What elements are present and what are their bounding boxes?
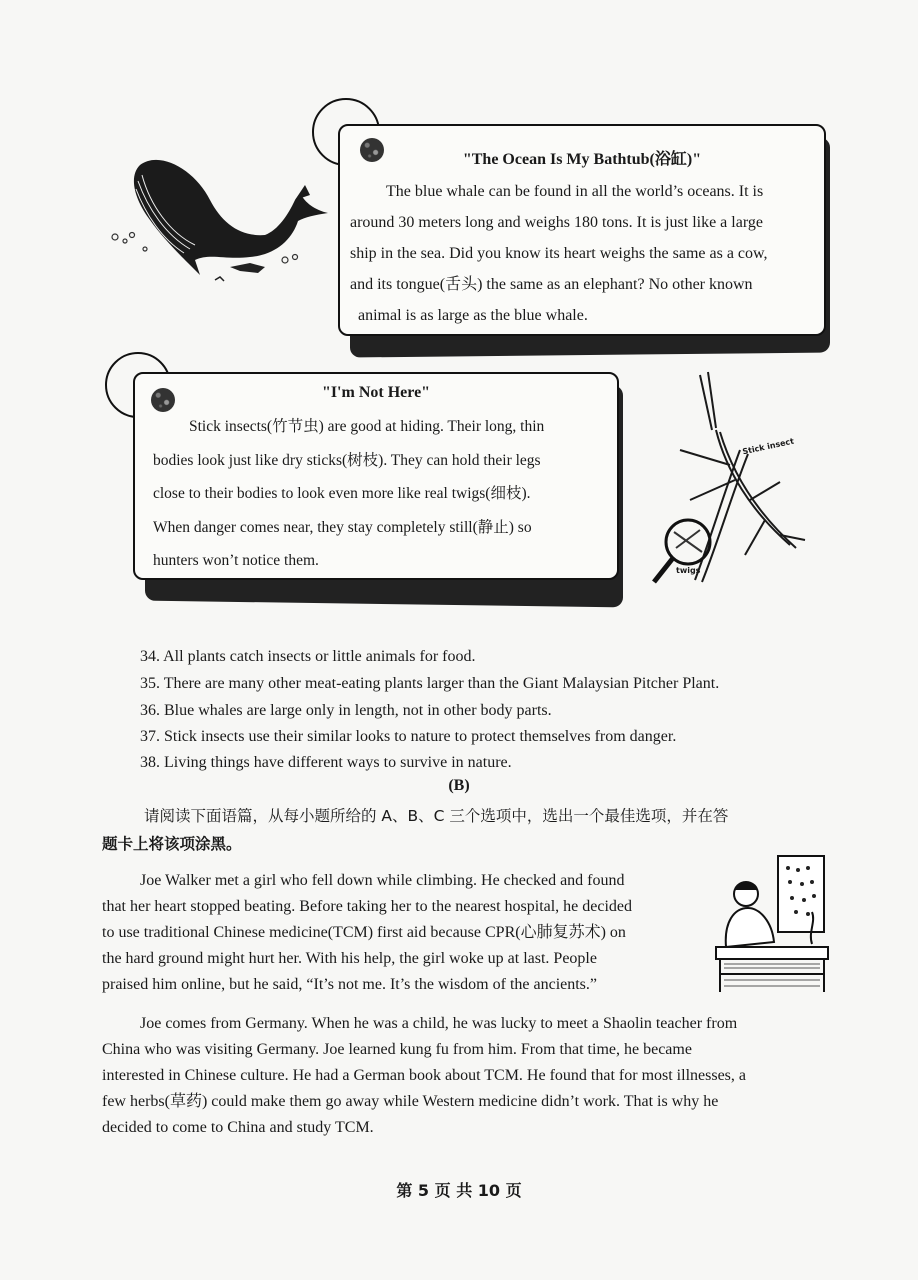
- paragraph-line: decided to come to China and study TCM.: [102, 1119, 374, 1136]
- card2-body: [153, 410, 544, 578]
- passage-paragraph-1: [102, 868, 632, 998]
- paragraph-line: to use traditional Chinese medicine(TCM) first aid because CPR(心肺复苏术) on: [102, 924, 626, 941]
- paragraph-line: that her heart stopped beating. Before taking her to the nearest hospital, he decided: [102, 898, 633, 915]
- card1-line: animal is as large as the blue whale.: [358, 307, 588, 324]
- paragraph-line: Joe Walker met a girl who fell down while climbing. He checked and found: [140, 872, 625, 889]
- card1-blue-whale: [338, 124, 826, 336]
- paragraph-line: few herbs(草药) could make them go away while Western medicine didn’t work. That is why he: [102, 1093, 719, 1110]
- paragraph-line: interested in Chinese culture. He had a German book about TCM. He found that for most illnesses, a: [102, 1067, 746, 1084]
- section-b-instructions: [102, 802, 842, 858]
- card2-line: close to their bodies to look even more like real twigs(细枝).: [153, 485, 531, 502]
- card1-line: around 30 meters long and weighs 180 tons. It is just like a large: [350, 214, 763, 231]
- stick-insect-label: Stick insect: [741, 436, 795, 457]
- card2-title: "I'm Not Here": [321, 384, 431, 401]
- card1-line: and its tongue(舌头) the same as an elephant? No other known: [350, 276, 753, 293]
- card2-stick-insects: [133, 372, 619, 580]
- card2-line: When danger comes near, they stay completely still(静止) so: [153, 518, 532, 536]
- instructions-line: 请阅读下面语篇，从每小题所给的 A、B、C 三个选项中，选出一个最佳选项，并在答: [144, 807, 729, 825]
- card2-line: Stick insects(竹节虫) are good at hiding. Their long, thin: [189, 418, 545, 435]
- question-35: 35. There are many other meat-eating plants larger than the Giant Malaysian Pitcher Plant.: [140, 675, 720, 692]
- paragraph-line: praised him online, but he said, “It’s not me. It’s the wisdom of the ancients.”: [102, 976, 598, 993]
- card1-line: The blue whale can be found in all the world’s oceans. It is: [386, 183, 764, 200]
- passage-paragraph-2: [102, 1011, 746, 1141]
- page-number-footer: 第 5 页 共 10 页: [396, 1181, 522, 1200]
- card1-line: ship in the sea. Did you know its heart weighs the same as a cow,: [350, 245, 768, 262]
- stick-insect-illustration: [640, 370, 810, 595]
- card1-body: [350, 176, 768, 331]
- whale-illustration: [100, 145, 335, 290]
- scholar-at-desk-illustration: [712, 852, 832, 997]
- card1-title: "The Ocean Is My Bathtub(浴缸)": [462, 151, 702, 168]
- question-38: 38. Living things have different ways to survive in nature.: [140, 754, 512, 771]
- instructions-line: 题卡上将该项涂黑。: [102, 835, 242, 853]
- twigs-label: twigs: [676, 566, 701, 575]
- paragraph-line: Joe comes from Germany. When he was a child, he was lucky to meet a Shaolin teacher from: [140, 1015, 738, 1032]
- section-b-heading: (B): [448, 777, 470, 794]
- card2-line: bodies look just like dry sticks(树枝). They can hold their legs: [153, 451, 541, 469]
- paragraph-line: China who was visiting Germany. Joe learned kung fu from him. From that time, he became: [102, 1041, 692, 1058]
- question-36: 36. Blue whales are large only in length, not in other body parts.: [140, 702, 552, 719]
- paragraph-line: the hard ground might hurt her. With his help, the girl woke up at last. People: [102, 950, 597, 967]
- question-34: 34. All plants catch insects or little animals for food.: [140, 648, 476, 665]
- card2-line: hunters won’t notice them.: [153, 552, 319, 569]
- question-37: 37. Stick insects use their similar looks to nature to protect themselves from danger.: [140, 728, 677, 745]
